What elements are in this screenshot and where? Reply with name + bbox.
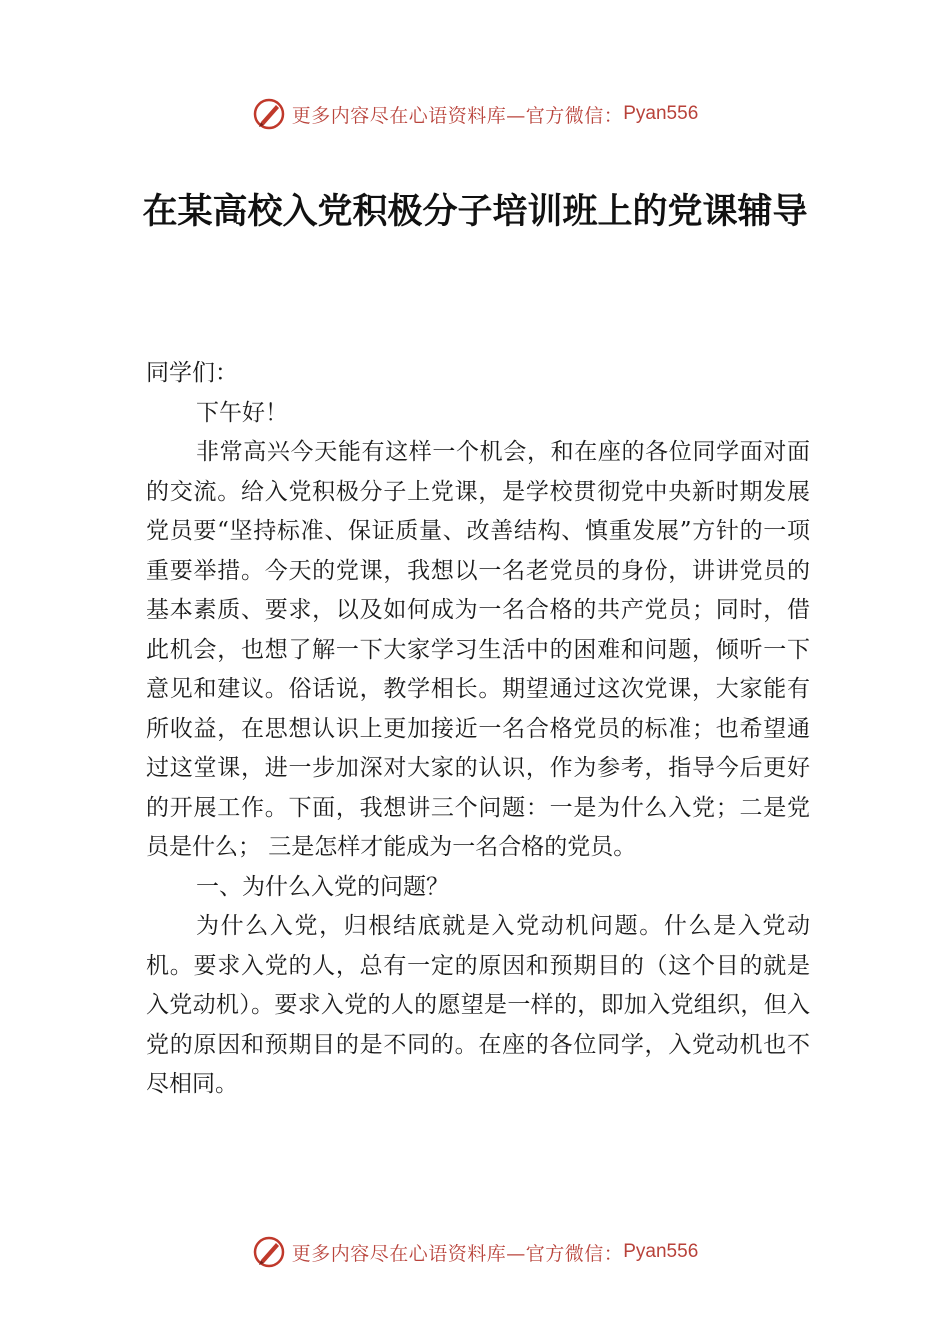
- banner-text: 更多内容尽在心语资料库—官方微信：: [291, 104, 624, 127]
- paragraph-greeting: 下午好！: [196, 399, 288, 426]
- banner-text: 更多内容尽在心语资料库—官方微信：: [291, 1242, 624, 1265]
- header-banner: [0, 94, 950, 134]
- document-title: 在某高校入党积极分子培训班上的党课辅导: [142, 191, 808, 232]
- salutation: 同学们：: [146, 360, 238, 386]
- wechat-id: Pyan556: [623, 1241, 699, 1262]
- pen-logo-icon: [252, 97, 286, 131]
- document-body: [146, 354, 810, 1105]
- paragraph-section-1: 为什么入党，归根结底就是入党动机问题。什么是入党动机。要求入党的人，总有一定的原因和预期目的（这个目的就是入党动机）。要求入党的人的愿望是一样的，即加入党组织，但入党的原因和预期目的是不同的。在座的各位同学，入党动机也不尽相同。: [146, 913, 810, 1097]
- wechat-id: Pyan556: [623, 103, 699, 124]
- footer-banner: [0, 1232, 950, 1272]
- section-heading: 一、为什么入党的问题？: [196, 873, 449, 900]
- paragraph-intro: 非常高兴今天能有这样一个机会，和在座的各位同学面对面的交流。给入党积极分子上党课，是学校贯彻党中央新时期发展党员要“坚持标准、保证质量、改善结构、慎重发展”方针的一项重要举措。今天的党课，我想以一名老党员的身份，讲讲党员的基本素质、要求，以及如何成为一名合格的共产党员；同时，借此机会，也想了解一下大家学习生活中的困难和问题，倾听一下意见和建议。俗话说，教学相长。期望通过这次党课，大家能有所收益，在思想认识上更加接近一名合格党员的标准；也希望通过这堂课，进一步加深对大家的认识，作为参考，指导今后更好的开展工作。下面，我想讲三个问题：一是为什么入党；二是党员是什么； 三是怎样才能成为一名合格的党员。: [146, 439, 810, 860]
- pen-logo-icon: [252, 1235, 286, 1269]
